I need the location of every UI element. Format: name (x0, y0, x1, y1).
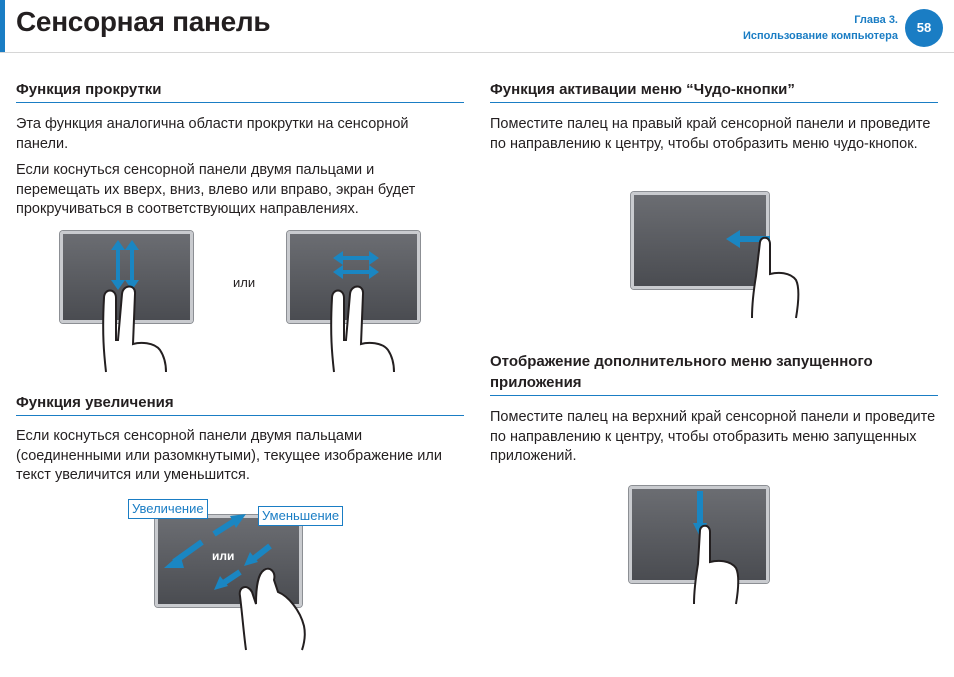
header-divider (0, 52, 954, 53)
hand-icon (686, 524, 742, 604)
chapter-number: Глава 3. (854, 14, 898, 26)
section-heading-scroll: Функция прокрутки (16, 79, 464, 103)
hand-icon (744, 236, 800, 318)
zoom-out-callout: Уменьшение (258, 506, 343, 526)
page-title: Сенсорная панель (16, 6, 271, 37)
section-heading-charms: Функция активации меню “Чудо-кнопки” (490, 79, 938, 103)
zoom-description: Если коснуться сенсорной панели двумя пальцами (соединенными или разомкнутыми), текущее изображение или текст увеличится или уменьшится. (16, 428, 442, 483)
section-heading-zoom: Функция увеличения (16, 392, 464, 416)
hand-icon (96, 284, 170, 372)
or-label-scroll: или (233, 275, 256, 290)
scroll-description-2: Если коснуться сенсорной панели двумя пальцами и перемещать их вверх, вниз, влево или вправо, экран будет прокручиваться в соответствующих направлениях. (16, 162, 416, 217)
chapter-label (743, 12, 898, 44)
hand-icon (324, 284, 398, 372)
app-menu-description: Поместите палец на верхний край сенсорной панели и проведите по направлению к центру, чтобы отобразить меню запущенных приложений. (490, 409, 936, 464)
hand-icon (234, 566, 308, 650)
or-label-zoom: или (212, 549, 235, 563)
chapter-title: Использование компьютера (742, 30, 898, 42)
vertical-scroll-arrow-icon (108, 240, 144, 290)
horizontal-scroll-arrow-icon (333, 250, 379, 280)
page-number-badge: 58 (905, 9, 943, 47)
zoom-in-callout: Увеличение (128, 499, 208, 519)
charms-description: Поместите палец на правый край сенсорной панели и проведите по направлению к центру, чтобы отобразить меню чудо-кнопок. (490, 116, 931, 152)
section-heading-app-menu: Отображение дополнительного меню запущенного приложения (490, 351, 938, 396)
scroll-description-1: Эта функция аналогична области прокрутки на сенсорной панели. (16, 116, 409, 152)
header-accent-bar (0, 0, 5, 52)
